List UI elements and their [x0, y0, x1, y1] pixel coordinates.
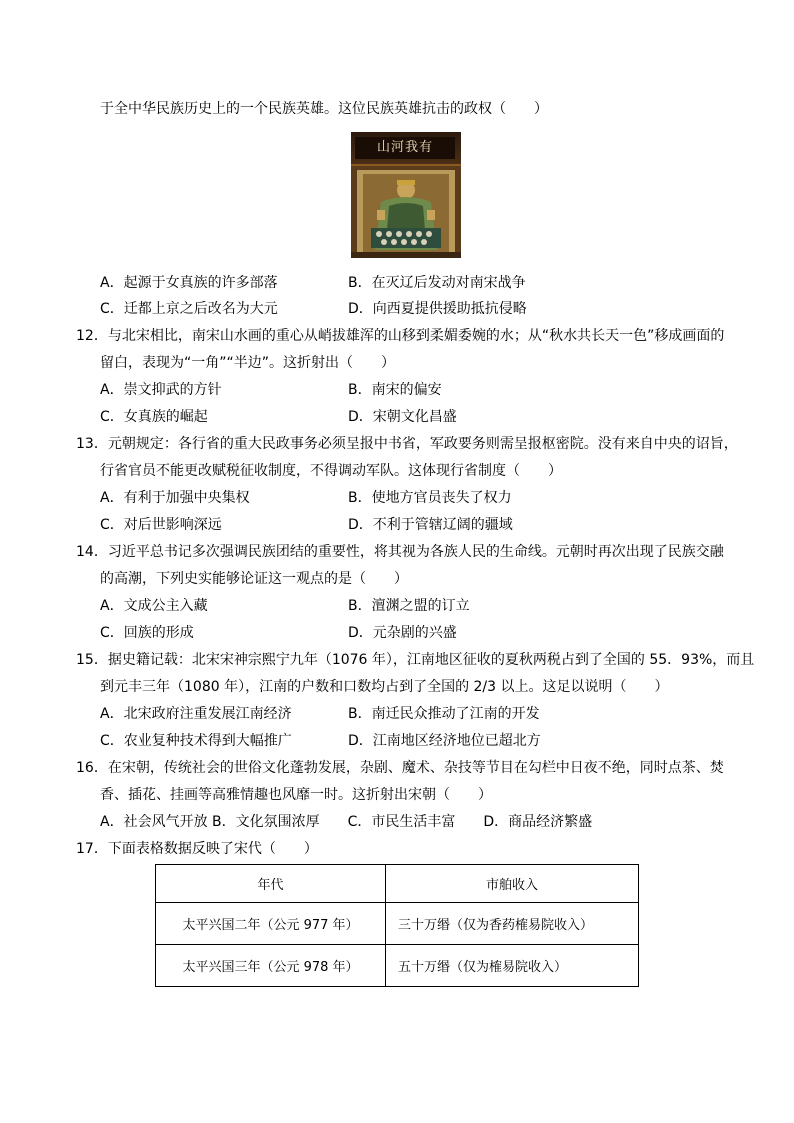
q16-stem-line2: 香、插花、挂画等高雅情趣也风靡一时。这折射出宋朝（ ） [100, 787, 492, 803]
q12-stem-line2: 留白，表现为“一角”“半边”。这折射出（ ） [100, 355, 396, 371]
q12-option-a[interactable]: A．崇文抑武的方针 [100, 382, 222, 398]
table-cell-era: 太平兴国二年（公元 977 年） [156, 903, 386, 945]
q11-option-a[interactable]: A．起源于女真族的许多部落 [100, 275, 278, 291]
q13-stem-line2: 行省官员不能更改赋税征收制度，不得调动军队。这体现行省制度（ ） [100, 463, 562, 479]
q14-stem-line1: 14．习近平总书记多次强调民族团结的重要性，将其视为各族人民的生命线。元朝时再次出现了民族交融 [76, 544, 724, 560]
q11-option-b[interactable]: B．在灭辽后发动对南宋战争 [348, 275, 526, 291]
table-cell-revenue: 三十万缗（仅为香药榷易院收入） [386, 903, 639, 945]
q14-option-b[interactable]: B．澶渊之盟的订立 [348, 598, 470, 614]
q15-option-c[interactable]: C．农业复种技术得到大幅推广 [100, 733, 292, 749]
q16-stem-line1: 16．在宋朝，传统社会的世俗文化蓬勃发展，杂剧、魔术、杂技等节目在勾栏中日夜不绝，同时点茶、焚 [76, 760, 724, 776]
q15-option-a[interactable]: A．北宋政府注重发展江南经济 [100, 706, 292, 722]
table-row [156, 945, 639, 987]
q13-option-c[interactable]: C．对后世影响深远 [100, 517, 222, 533]
q12-option-b[interactable]: B．南宋的偏安 [348, 382, 442, 398]
q15-option-d[interactable]: D．江南地区经济地位已超北方 [348, 733, 541, 749]
q13-stem-line1: 13．元朝规定：各行省的重大民政事务必须呈报中书省，军政要务则需呈报枢密院。没有来自中央的诏旨， [76, 436, 738, 452]
table-cell-revenue: 五十万缗（仅为榷易院收入） [386, 945, 639, 987]
table-header-era: 年代 [156, 865, 386, 903]
image-banner-text: 山河我有 [355, 137, 455, 159]
q13-option-a[interactable]: A．有利于加强中央集权 [100, 490, 250, 506]
q12-option-c[interactable]: C．女真族的崛起 [100, 409, 208, 425]
q14-stem-line2: 的高潮，下列史实能够论证这一观点的是（ ） [100, 571, 408, 587]
q15-stem-line2: 到元丰三年（1080 年），江南的户数和口数均占到了全国的 2/3 以上。这足以说明（ ） [100, 679, 669, 695]
hero-statue-image [351, 132, 461, 258]
q15-stem-line1: 15．据史籍记载：北宋宋神宗熙宁九年（1076 年），江南地区征收的夏秋两税占到了全国的 55．93%，而且 [76, 652, 755, 668]
q13-option-b[interactable]: B．使地方官员丧失了权力 [348, 490, 512, 506]
table-header-revenue: 市舶收入 [386, 865, 639, 903]
q17-stem: 17．下面表格数据反映了宋代（ ） [76, 841, 318, 857]
table-header-row [156, 865, 639, 903]
q11-stem-continued: 于全中华民族历史上的一个民族英雄。这位民族英雄抗击的政权（ ） [100, 101, 548, 117]
q13-option-d[interactable]: D．不利于管辖辽阔的疆域 [348, 517, 513, 533]
q17-data-table [155, 864, 639, 987]
q14-option-c[interactable]: C．回族的形成 [100, 625, 194, 641]
table-cell-era: 太平兴国三年（公元 978 年） [156, 945, 386, 987]
q11-option-c[interactable]: C．迁都上京之后改名为大元 [100, 301, 278, 317]
q15-option-b[interactable]: B．南迁民众推动了江南的开发 [348, 706, 540, 722]
q16-options[interactable]: A．社会风气开放 B．文化氛围浓厚 C．市民生活丰富 D．商品经济繁盛 [100, 814, 593, 830]
statue-illustration [351, 132, 461, 258]
q14-option-d[interactable]: D．元杂剧的兴盛 [348, 625, 457, 641]
q12-option-d[interactable]: D．宋朝文化昌盛 [348, 409, 457, 425]
q11-option-d[interactable]: D．向西夏提供援助抵抗侵略 [348, 301, 527, 317]
table-row [156, 903, 639, 945]
q12-stem-line1: 12．与北宋相比，南宋山水画的重心从峭拔雄浑的山移到柔媚委婉的水；从“秋水共长天一色”移成画面的 [76, 328, 725, 344]
q14-option-a[interactable]: A．文成公主入藏 [100, 598, 208, 614]
